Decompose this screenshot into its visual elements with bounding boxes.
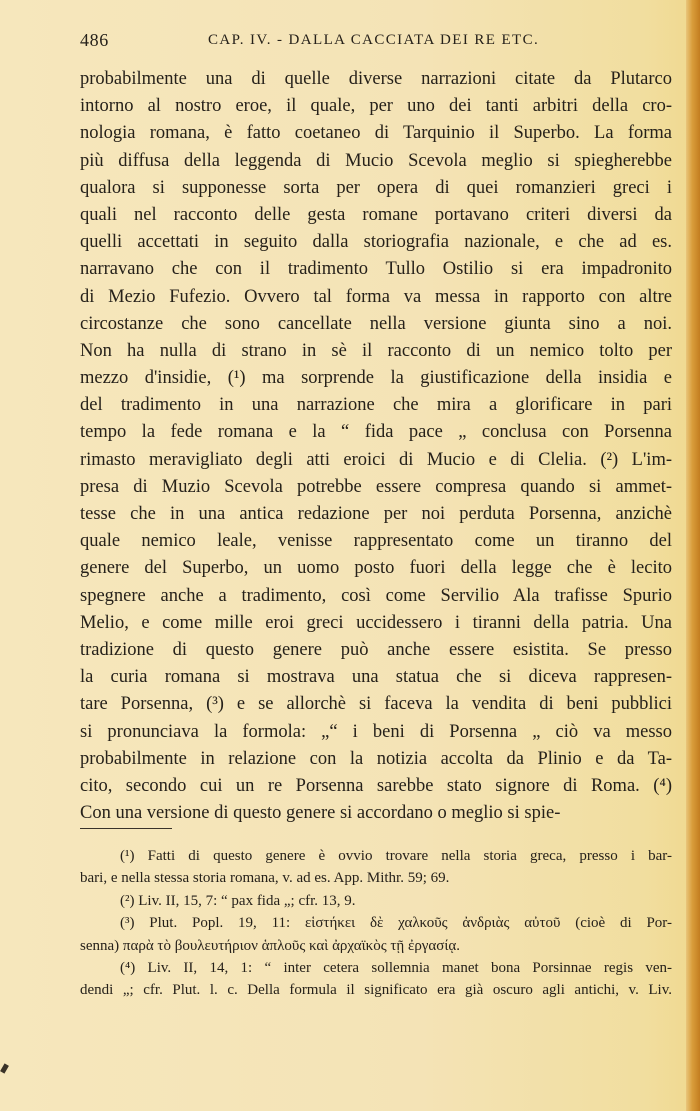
footnotes [80, 845, 672, 1002]
text-line: genere del Superbo, un uomo posto fuori della legge che è lecito [80, 558, 672, 579]
page-number: 486 [80, 30, 109, 50]
text-line: Non ha nulla di strano in sè il racconto di un nemico tolto per [80, 340, 672, 361]
text-line: tradizione di questo genere può anche essere esistita. Se presso [80, 639, 672, 660]
text-line: quelli accettati in seguito dalla storiografia nazionale, e che ad es. [80, 232, 672, 253]
text-line: quali nel racconto delle gesta romane portavano criteri diversi da [80, 204, 672, 225]
text-line: probabilmente in relazione con la notizia accolta da Plinio e da Ta- [80, 748, 672, 769]
text-line: di Mezio Fufezio. Ovvero tal forma va messa in rapporto con altre [80, 286, 672, 307]
text-line: più diffusa della leggenda di Mucio Scevola meglio si spiegherebbe [80, 150, 672, 171]
text-line: cito, secondo cui un re Porsenna sarebbe stato signore di Roma. (⁴) [80, 775, 672, 796]
text-line: Melio, e come mille eroi greci uccidessero i tiranni della patria. Una [80, 612, 672, 633]
text-line: circostanze che sono cancellate nella versione giunta sino a noi. [80, 313, 672, 334]
text-line: nologia romana, è fatto coetaneo di Tarquinio il Superbo. La forma [80, 123, 672, 144]
footnote-line: dendi „; cfr. Plut. l. c. Della formula il significato era già oscuro agli antichi, v. Liv. [80, 982, 672, 999]
text-line: tempo la fede romana e la “ fida pace „ conclusa con Porsenna [80, 422, 672, 443]
footnote-separator [80, 828, 172, 829]
footnote-line: senna) παρὰ τὸ βουλευτήριον ἁπλοῦς καὶ ἀρχαϊκὸς τῇ ἐργασίᾳ. [80, 937, 461, 954]
page-edge [686, 0, 700, 1111]
text-line: del tradimento in una narrazione che mira a glorificare in pari [80, 395, 672, 416]
text-line: quale nemico leale, venisse rappresentato come un tiranno del [80, 531, 672, 552]
footnote-line: (³) Plut. Popl. 19, 11: εἱστήκει δὲ χαλκοῦς ἀνδριὰς αὐτοῦ (cioè di Por- [120, 915, 672, 932]
footnote-line: bari, e nella stessa storia romana, v. ad es. App. Mithr. 59; 69. [80, 870, 450, 887]
footnote-line: (¹) Fatti di questo genere è ovvio trovare nella storia greca, presso i bar- [120, 848, 672, 864]
body-text [80, 66, 672, 827]
text-line: la curia romana si mostrava una statua che si diceva rappresen- [80, 667, 672, 688]
text-line: mezzo d'insidie, (¹) ma sorprende la giustificazione della insidia e [80, 368, 672, 389]
text-line: spegnere anche a tradimento, così come Servilio Ala trafisse Spurio [80, 585, 672, 606]
text-line: tare Porsenna, (³) e se allorchè si faceva la vendita di beni pubblici [80, 694, 672, 715]
text-line: qualora si supponesse sorta per opera di quei romanzieri greci i [80, 177, 672, 198]
text-line: Con una versione di questo genere si accordano o meglio si spie- [80, 803, 561, 824]
text-line: tesse che in una antica redazione per noi perduta Porsenna, anzichè [80, 504, 672, 524]
text-line: probabilmente una di quelle diverse narrazioni citate da Plutarco [80, 69, 672, 89]
text-line: narravano che con il tradimento Tullo Ostilio si era impadronito [80, 259, 672, 280]
footnote-line: (²) Liv. II, 15, 7: “ pax fida „; cfr. 13, 9. [120, 892, 356, 909]
text-line: si pronunciava la formola: „“ i beni di Porsenna „ ciò va messo [80, 721, 672, 742]
scan-mark [0, 1063, 9, 1073]
running-head: CAP. IV. - DALLA CACCIATA DEI RE ETC. [208, 32, 540, 48]
text-line: presa di Muzio Scevola potrebbe essere compresa quando si ammet- [80, 476, 672, 497]
page-header [80, 30, 670, 54]
footnote-line: (⁴) Liv. II, 14, 1: “ inter cetera sollemnia manet bona Porsinnae regis ven- [120, 959, 672, 976]
text-line: intorno al nostro eroe, il quale, per uno dei tanti arbitri della cro- [80, 96, 672, 117]
text-line: rimasto meravigliato degli atti eroici di Mucio e di Clelia. (²) L'im- [80, 449, 672, 470]
